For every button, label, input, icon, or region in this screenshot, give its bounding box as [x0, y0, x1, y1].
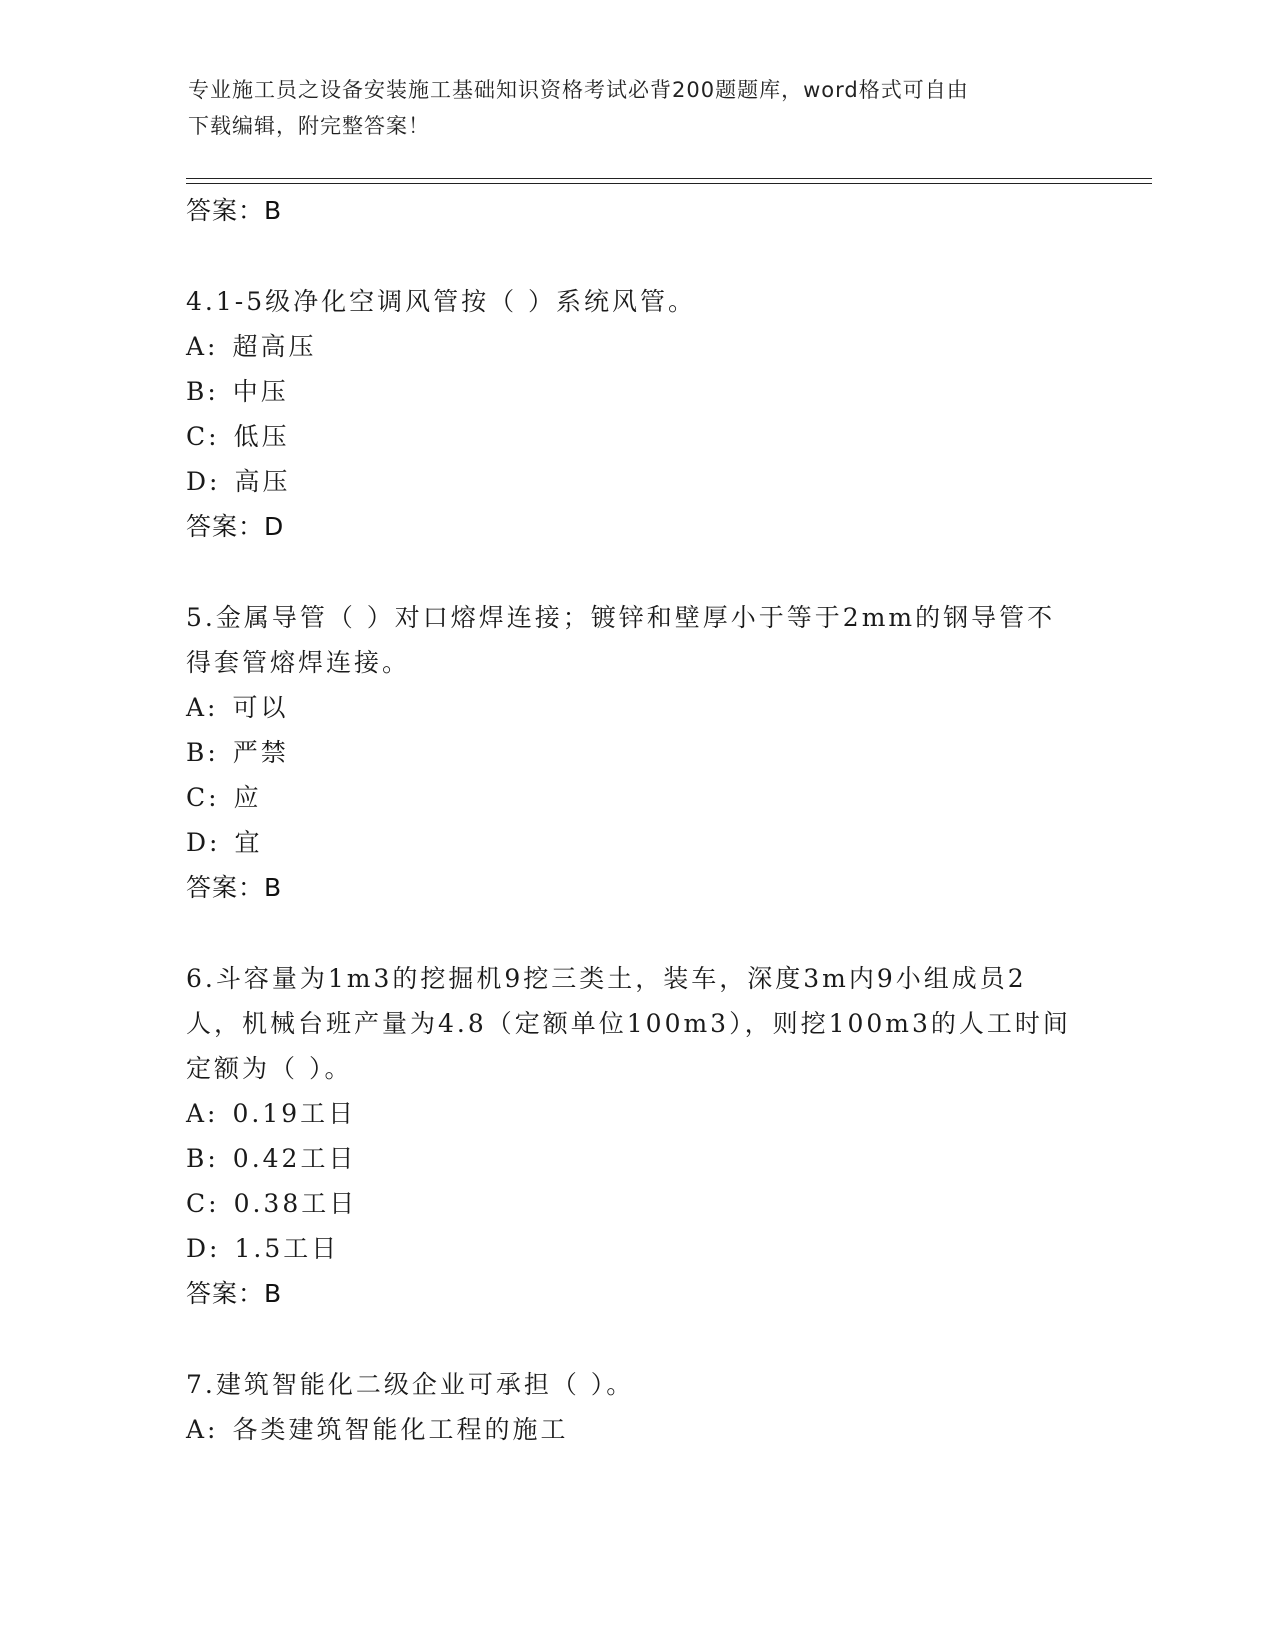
option-text: 可以 [232, 693, 289, 722]
option-text: 0.38工日 [233, 1189, 358, 1218]
question-stem-line: 得套管熔焊连接。 [186, 648, 411, 677]
option-a [186, 324, 1086, 369]
question-stem-line: 4.1-5级净化空调风管按（ ）系统风管。 [186, 287, 697, 316]
option-letter: C: [186, 783, 220, 812]
header-line-1: 专业施工员之设备安装施工基础知识资格考试必背200题题库，word格式可自由 [188, 78, 969, 102]
option-text: 应 [233, 783, 262, 812]
document-header [188, 72, 1068, 144]
option-b [186, 369, 1086, 414]
option-c [186, 1181, 1086, 1226]
header-divider-top [186, 178, 1152, 179]
option-letter: B: [186, 1144, 219, 1173]
option-d [186, 1226, 1086, 1271]
answer-line: 答案：D [186, 512, 285, 541]
option-text: 低压 [233, 422, 290, 451]
option-a [186, 1407, 1086, 1452]
question-list [186, 188, 1086, 1452]
option-c [186, 775, 1086, 820]
option-text: 0.19工日 [232, 1099, 357, 1128]
option-letter: B: [186, 738, 219, 767]
option-letter: A: [186, 1099, 219, 1128]
option-text: 严禁 [232, 738, 289, 767]
question-stem-line: 人，机械台班产量为4.8（定额单位100m3），则挖100m3的人工时间 [186, 1009, 1071, 1038]
spacer [186, 1316, 1086, 1362]
question-stem-line: 7.建筑智能化二级企业可承担（ ）。 [186, 1370, 635, 1399]
option-c [186, 414, 1086, 459]
option-text: 各类建筑智能化工程的施工 [232, 1415, 569, 1444]
option-letter: C: [186, 422, 220, 451]
question-block [186, 1362, 1086, 1452]
question-stem-line: 定额为（ ）。 [186, 1054, 353, 1083]
option-letter: A: [186, 332, 219, 361]
spacer [186, 233, 1086, 279]
question-stem [186, 956, 1086, 1091]
question-block [186, 956, 1086, 1316]
question-stem [186, 595, 1086, 685]
header-divider-bottom [186, 183, 1152, 184]
spacer [186, 910, 1086, 956]
option-b [186, 1136, 1086, 1181]
answer-line: 答案：B [186, 1279, 283, 1308]
option-letter: A: [186, 693, 219, 722]
option-a [186, 685, 1086, 730]
option-text: 宜 [234, 828, 263, 857]
option-letter: C: [186, 1189, 220, 1218]
option-text: 中压 [232, 377, 289, 406]
option-a [186, 1091, 1086, 1136]
question-stem [186, 1362, 1086, 1407]
option-d [186, 820, 1086, 865]
answer-line: 答案：B [186, 196, 283, 225]
question-block [186, 279, 1086, 549]
option-letter: D: [186, 1234, 221, 1263]
option-letter: D: [186, 467, 221, 496]
option-letter: D: [186, 828, 221, 857]
option-letter: B: [186, 377, 219, 406]
option-letter: A: [186, 1415, 219, 1444]
answer-line: 答案：B [186, 873, 283, 902]
question-stem [186, 279, 1086, 324]
question-stem-line: 6.斗容量为1m3的挖掘机9挖三类土，装车，深度3m内9小组成员2 [186, 964, 1027, 993]
option-b [186, 730, 1086, 775]
option-text: 高压 [234, 467, 291, 496]
header-line-2: 下载编辑，附完整答案！ [188, 114, 430, 138]
question-block [186, 595, 1086, 910]
option-text: 超高压 [232, 332, 317, 361]
question-stem-line: 5.金属导管（ ）对口熔焊连接；镀锌和壁厚小于等于2mm的钢导管不 [186, 603, 1056, 632]
option-text: 0.42工日 [232, 1144, 357, 1173]
option-text: 1.5工日 [234, 1234, 340, 1263]
spacer [186, 549, 1086, 595]
option-d [186, 459, 1086, 504]
